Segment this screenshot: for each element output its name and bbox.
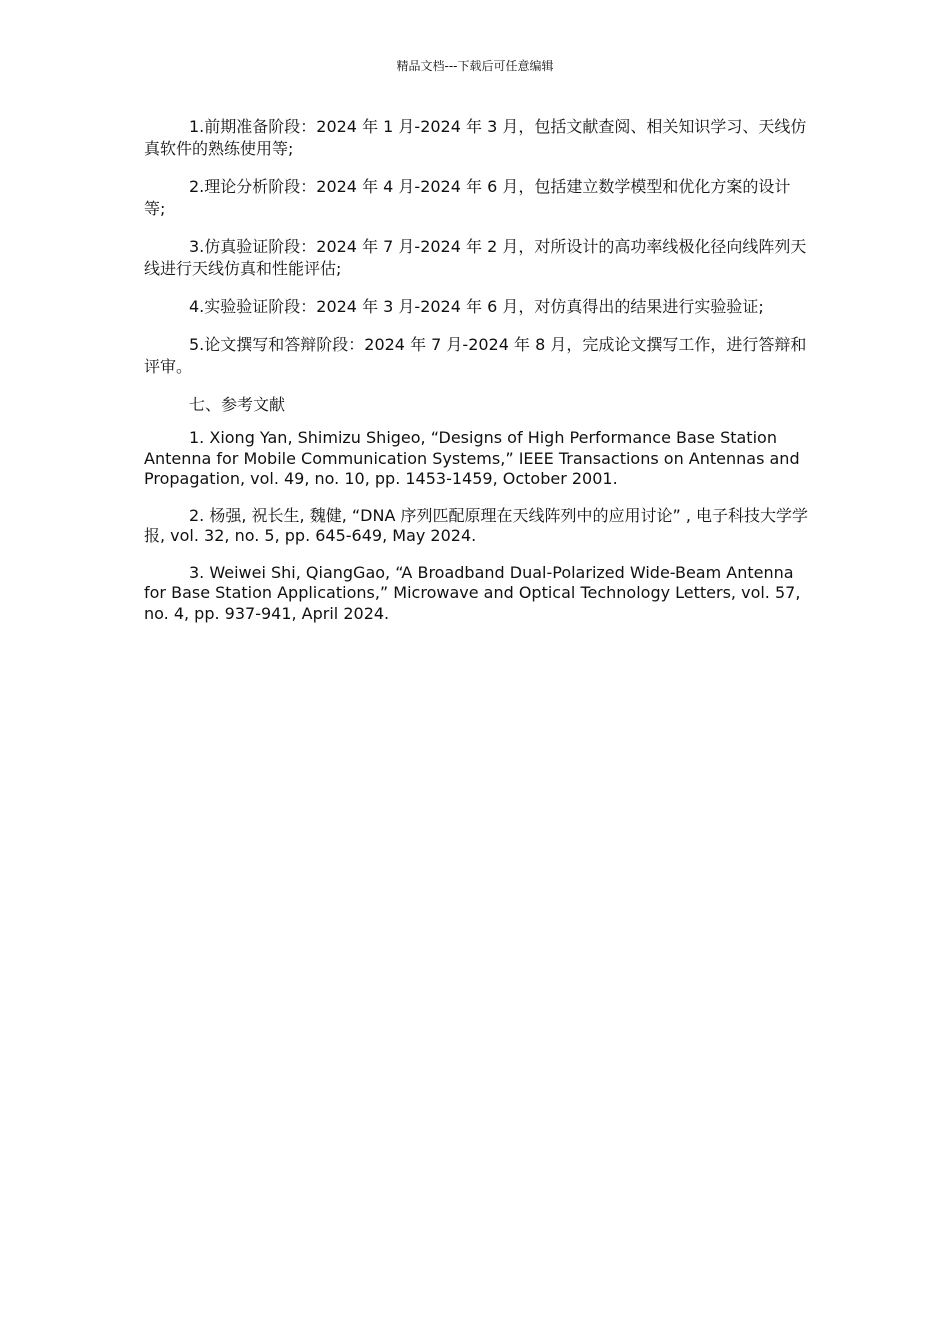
reference-item-1: 1. Xiong Yan, Shimizu Shigeo, “Designs of High Performance Base Station Antenna for Mobile Communication Systems,” IEEE Transactions on Antennas and Propagation, vol. 49, no. 10, pp. 1453-1459, October 2001. — [144, 428, 800, 488]
references-heading: 七、参考文献 — [189, 395, 286, 414]
schedule-item-2: 2.理论分析阶段：2024 年 4 月-2024 年 6 月，包括建立数学模型和优化方案的设计等; — [144, 177, 791, 218]
schedule-item-1: 1.前期准备阶段：2024 年 1 月-2024 年 3 月，包括文献查阅、相关知识学习、天线仿真软件的熟练使用等; — [144, 117, 807, 158]
reference-item-2: 2. 杨强, 祝长生, 魏健, “DNA 序列匹配原理在天线阵列中的应用讨论” , 电子科技大学学报, vol. 32, no. 5, pp. 645-649, May 2024. — [144, 505, 809, 545]
schedule-item-5: 5.论文撰写和答辩阶段：2024 年 7 月-2024 年 8 月，完成论文撰写工作，进行答辩和评审。 — [144, 335, 807, 376]
page-header: 精品文档---下载后可任意编辑 — [396, 59, 554, 73]
reference-item-3: 3. Weiwei Shi, QiangGao, “A Broadband Dual-Polarized Wide-Beam Antenna for Base Station Applications,” Microwave and Optical Technology Letters, vol. 57, no. 4, pp. 937-941, April 2024. — [144, 562, 801, 623]
document-body — [144, 116, 809, 640]
schedule-item-4: 4.实验验证阶段：2024 年 3 月-2024 年 6 月，对仿真得出的结果进行实验验证; — [189, 297, 764, 316]
schedule-item-3: 3.仿真验证阶段：2024 年 7 月-2024 年 2 月，对所设计的高功率线极化径向线阵列天线进行天线仿真和性能评估; — [144, 237, 807, 278]
